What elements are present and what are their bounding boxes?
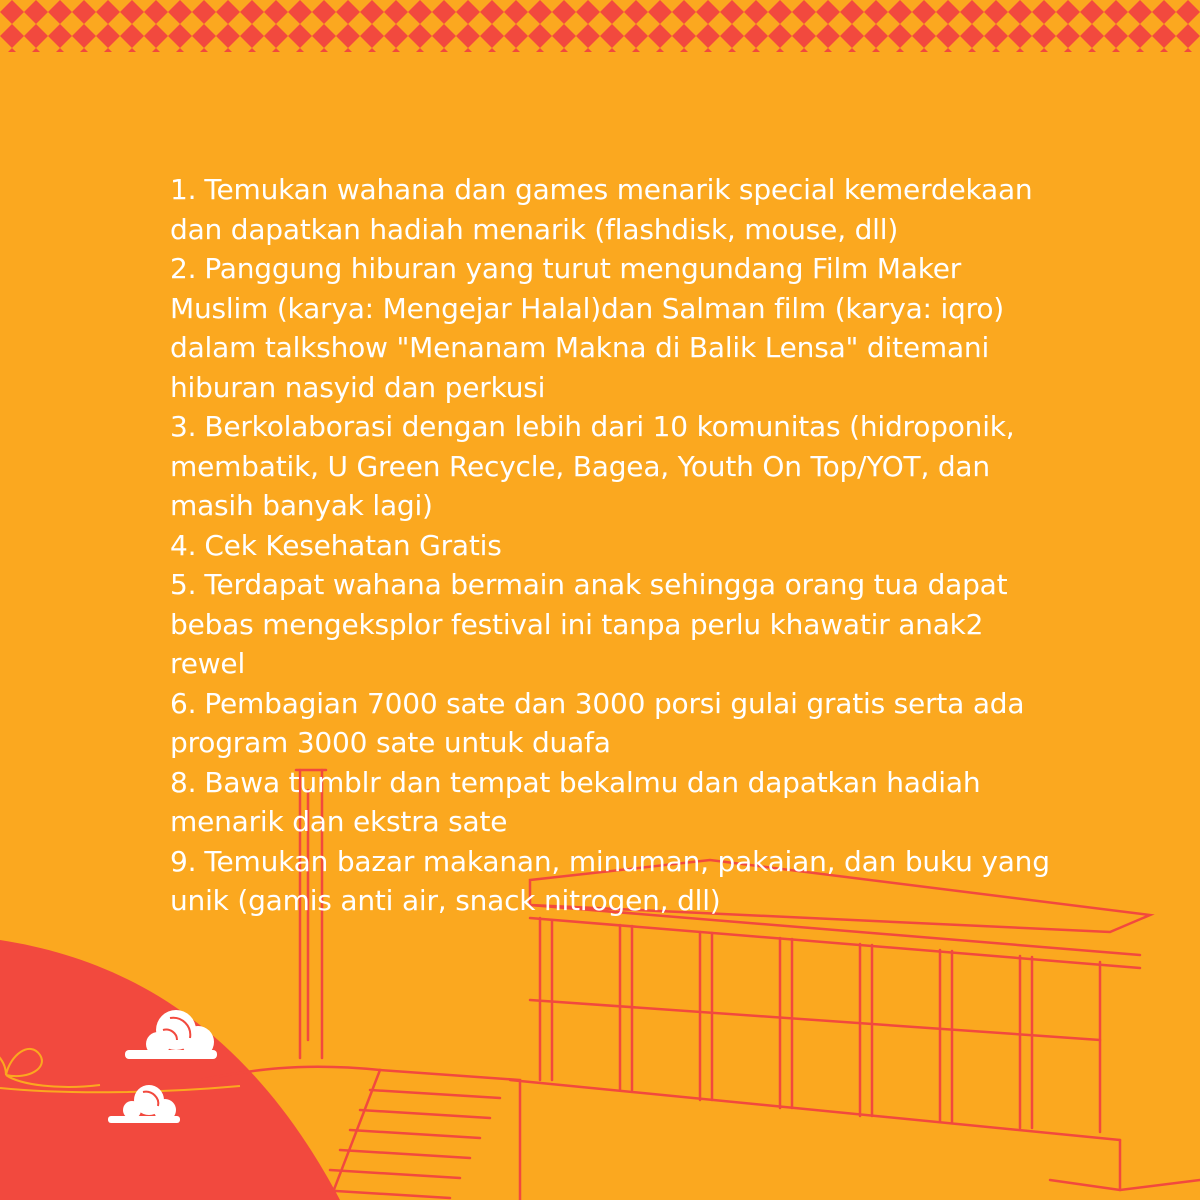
list-item <box>170 249 1050 407</box>
list-item <box>170 526 1050 566</box>
item-text: Temukan bazar makanan, minuman, pakaian, dan buku yang unik (gamis anti air, snack nitrogen, dll) <box>170 844 1050 917</box>
item-text: Berkolaborasi dengan lebih dari 10 komunitas (hidroponik, membatik, U Green Recycle, Bagea, Youth On Top/YOT, dan masih banyak lagi) <box>170 410 1015 522</box>
item-number: 4. <box>170 528 197 562</box>
item-text: Terdapat wahana bermain anak sehingga orang tua dapat bebas mengeksplor festival ini tanpa perlu khawatir anak2 rewel <box>170 568 1008 680</box>
item-number: 8. <box>170 765 197 799</box>
item-text: Temukan wahana dan games menarik special kemerdekaan dan dapatkan hadiah menarik (flashdisk, mouse, dll) <box>170 173 1033 246</box>
item-text: Panggung hiburan yang turut mengundang Film Maker Muslim (karya: Mengejar Halal)dan Salman film (karya: iqro) dalam talkshow "Menanam Makna di Balik Lensa" ditemani hiburan nasyid dan perkusi <box>170 252 1004 404</box>
item-number: 5. <box>170 568 197 601</box>
item-text: Cek Kesehatan Gratis <box>204 528 502 562</box>
item-number: 1. <box>170 173 197 206</box>
list-item <box>170 170 1050 249</box>
red-corner-shape <box>0 940 340 1200</box>
item-number: 2. <box>170 252 197 285</box>
item-number: 9. <box>170 844 197 878</box>
list-item <box>170 763 1050 842</box>
list-item <box>170 407 1050 526</box>
item-number: 3. <box>170 410 197 443</box>
list-item <box>170 565 1050 684</box>
activity-list <box>170 170 1050 921</box>
list-item <box>170 684 1050 763</box>
item-text: Bawa tumblr dan tempat bekalmu dan dapatkan hadiah menarik dan ekstra sate <box>170 765 981 838</box>
item-text: Pembagian 7000 sate dan 3000 porsi gulai gratis serta ada program 3000 sate untuk duafa <box>170 686 1025 759</box>
item-number: 6. <box>170 686 197 720</box>
list-item <box>170 842 1050 921</box>
